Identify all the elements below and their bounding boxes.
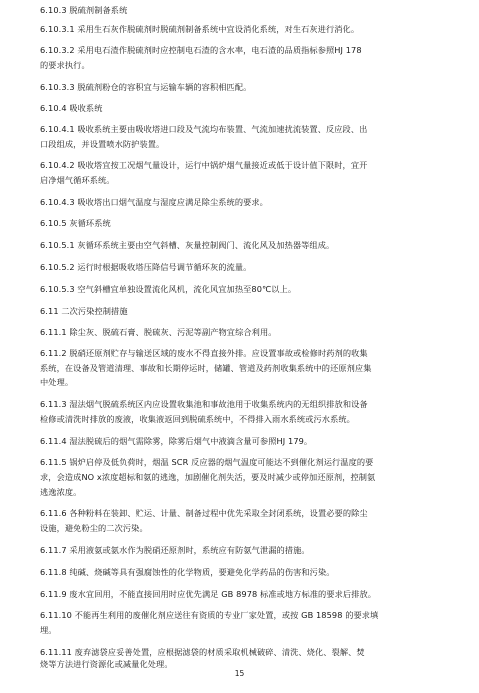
clause-6-11-11-cont: 烧等方法进行资源化或减量化处理。 [40, 659, 173, 669]
clause-6-10-4-3: 6.10.4.3 吸收塔出口烟气温度与湿度应满足除尘系统的要求。 [40, 197, 268, 207]
clause-6-10-3-3: 6.10.3.3 脱硫剂粉仓的容积宜与运输车辆的容积相匹配。 [40, 82, 252, 92]
clause-6-11-7: 6.11.7 采用液氨或氨水作为脱硝还原剂时，系统应有防氨气泄漏的措施。 [40, 545, 310, 555]
clause-6-11-9: 6.11.9 废水宜回用，不能直接回用时应优先满足 GB 8978 标准或地方标准的要求后排放。 [40, 589, 377, 599]
clause-6-10-3-2: 6.10.3.2 采用电石渣作脱硫剂时应控制电石渣的含水率，电石渣的品质指标参照HJ 178 [40, 45, 362, 55]
section-heading-6-11: 6.11 二次污染控制措施 [40, 306, 128, 316]
clause-6-11-5-cont-1: 求，会造成NO x浓度超标和氨的逃逸，加剧催化剂失活，要及时减少或停加还原剂，控制氨 [40, 472, 376, 482]
clause-6-11-5-cont-2: 逃逸浓度。 [40, 487, 82, 497]
clause-6-11-11: 6.11.11 废弃滤袋应妥善处置，应根据滤袋的材质采取机械破碎、清洗、烧化、裂解、焚 [40, 647, 365, 657]
section-heading-6-10-4: 6.10.4 吸收系统 [40, 103, 103, 113]
clause-6-11-2-cont-1: 系统，在设备及管道清理、事故和长期停运时，储罐、管道及药剂收集系统中的还原剂应集 [40, 363, 372, 373]
section-heading-6-10-3: 6.10.3 脱硫剂制备系统 [40, 5, 128, 15]
clause-6-11-8: 6.11.8 纯碱、烧碱等具有强腐蚀性的化学物质，要避免化学药品的伤害和污染。 [40, 567, 335, 577]
clause-6-10-4-1: 6.10.4.1 吸收系统主要由吸收塔进口段及气流均布装置、气流加速扰流装置、反应段、出 [40, 124, 368, 134]
clause-6-11-2: 6.11.2 脱硝还原剂贮存与输送区域的废水不得直接外排。应设置事故或检修时药剂的收集 [40, 348, 368, 358]
clause-6-11-4: 6.11.4 湿法脱硫后的烟气需除雾，除雾后烟气中液滴含量可参照HJ 179。 [40, 436, 313, 446]
clause-6-11-6-cont: 设施，避免粉尘的二次污染。 [40, 523, 148, 533]
clause-6-10-4-2: 6.10.4.2 吸收塔宜按工况烟气量设计，运行中锅炉烟气量接近或低于设计值下限时，宜开 [40, 160, 368, 170]
clause-6-10-3-2-cont: 的要求执行。 [40, 60, 90, 70]
clause-6-11-1: 6.11.1 除尘灰、脱硫石膏、脱硫灰、污泥等副产物宜综合利用。 [40, 327, 277, 337]
clause-6-10-5-2: 6.10.5.2 运行时根据吸收塔压降信号调节循环灰的流量。 [40, 262, 252, 272]
clause-6-11-3-cont: 检修或清洗时排放的废液，收集液返回到脱硫系统中，不得排入雨水系统或污水系统。 [40, 414, 355, 424]
clause-6-11-10-cont: 埋。 [40, 625, 57, 635]
clause-6-11-3: 6.11.3 湿法烟气脱硫系统区内应设置收集池和事故池用于收集系统内的无组织排放和设备 [40, 399, 368, 409]
clause-6-10-5-3: 6.10.5.3 空气斜槽宜单独设置流化风机，流化风宜加热至80℃以上。 [40, 284, 297, 294]
clause-6-10-3-1: 6.10.3.1 采用生石灰作脱硫剂时脱硫剂制备系统中宜设消化系统，对生石灰进行消化。 [40, 24, 360, 34]
clause-6-10-4-1-cont: 口段组成，并设置喷水防护装置。 [40, 139, 165, 149]
page-number: 15 [234, 669, 245, 678]
clause-6-11-5: 6.11.5 锅炉启停及低负荷时，烟温 SCR 反应器的烟气温度可能达不到催化剂运行温度的要 [40, 457, 374, 467]
clause-6-11-10: 6.11.10 不能再生利用的废催化剂应送往有资质的专业厂家处置，或按 GB 18598 的要求填 [40, 610, 379, 620]
clause-6-11-6: 6.11.6 各种粉料在装卸、贮运、计量、制备过程中优先采取全封闭系统，设置必要的除尘 [40, 508, 368, 518]
clause-6-11-2-cont-2: 中处理。 [40, 377, 74, 387]
section-heading-6-10-5: 6.10.5 灰循环系统 [40, 218, 111, 228]
clause-6-10-4-2-cont: 启净烟气循环系统。 [40, 175, 115, 185]
clause-6-10-5-1: 6.10.5.1 灰循环系统主要由空气斜槽、灰量控制阀门、流化风及加热器等组成。 [40, 240, 335, 250]
